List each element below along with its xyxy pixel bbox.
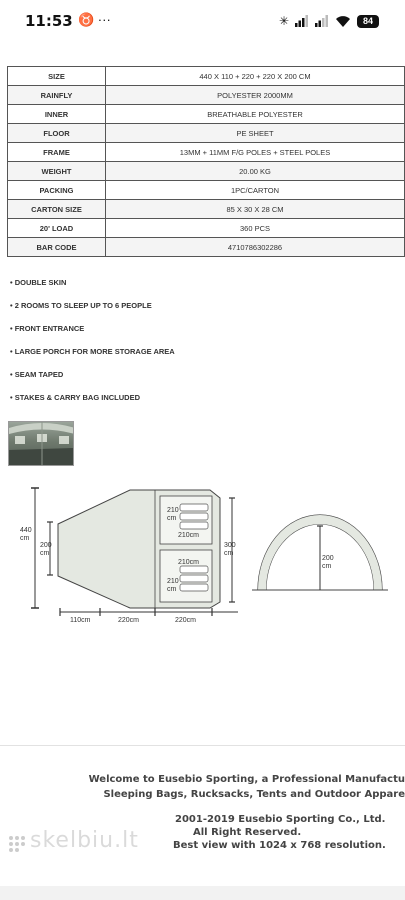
spec-key: BAR CODE <box>8 238 106 257</box>
dim-unit: cm <box>322 563 332 570</box>
status-bar <box>0 0 405 42</box>
spec-row <box>8 143 405 162</box>
dim-unit: cm <box>224 550 234 557</box>
dim-label: 300 <box>224 542 236 549</box>
feature-item: • FRONT ENTRANCE <box>10 324 85 333</box>
spec-value: PE SHEET <box>106 124 405 143</box>
footer-best-view: Best view with 1024 x 768 resolution. <box>173 840 386 851</box>
signal-icon-2 <box>315 15 329 27</box>
dim-unit: cm <box>20 535 30 542</box>
spec-key: FRAME <box>8 143 106 162</box>
notification-icons: ♉ ··· <box>78 12 111 27</box>
footer-welcome: Welcome to Eusebio Sporting, a Professional Manufactu <box>88 774 405 785</box>
bluetooth-icon: ✳ <box>278 14 289 28</box>
footer-products: Sleeping Bags, Rucksacks, Tents and Outdoor Appare <box>103 789 405 800</box>
spec-value: POLYESTER 2000MM <box>106 86 405 105</box>
tent-interior-photo[interactable] <box>8 421 74 466</box>
status-time: 11:53 <box>25 12 73 30</box>
spec-row <box>8 67 405 86</box>
spec-row <box>8 181 405 200</box>
spec-row <box>8 124 405 143</box>
dim-label: 200 <box>322 555 334 562</box>
spec-value: 4710786302286 <box>106 238 405 257</box>
divider <box>0 745 405 746</box>
spec-key: SIZE <box>8 67 106 86</box>
spec-key: RAINFLY <box>8 86 106 105</box>
spec-value: BREATHABLE POLYESTER <box>106 105 405 124</box>
wifi-icon <box>335 15 351 27</box>
bed-length-label: 210 <box>167 507 179 514</box>
spec-row <box>8 86 405 105</box>
feature-item: • STAKES & CARRY BAG INCLUDED <box>10 393 140 402</box>
spec-key: PACKING <box>8 181 106 200</box>
spec-value: 1PC/CARTON <box>106 181 405 200</box>
bed-length-unit: cm <box>167 586 177 593</box>
spec-table <box>7 66 405 257</box>
tent-interior-image <box>9 422 74 466</box>
footer-rights: All Right Reserved. <box>193 827 302 838</box>
feature-item: • DOUBLE SKIN <box>10 278 67 287</box>
footer-copyright: 2001-2019 Eusebio Sporting Co., Ltd. <box>175 814 386 825</box>
dim-label: 440 <box>20 527 32 534</box>
spec-value: 85 X 30 X 28 CM <box>106 200 405 219</box>
tent-floorplan-diagram <box>0 480 405 630</box>
bed-width-label: 210cm <box>178 532 200 539</box>
feature-item: • LARGE PORCH FOR MORE STORAGE AREA <box>10 347 175 356</box>
spec-key: CARTON SIZE <box>8 200 106 219</box>
spec-key: FLOOR <box>8 124 106 143</box>
status-icons <box>279 12 379 30</box>
spec-key: INNER <box>8 105 106 124</box>
spec-row <box>8 200 405 219</box>
bed-length-label: 210 <box>167 578 179 585</box>
dim-label: 200 <box>40 542 52 549</box>
spec-value: 20.00 KG <box>106 162 405 181</box>
bed-width-label: 210cm <box>178 559 200 566</box>
spec-row <box>8 238 405 257</box>
spec-row <box>8 162 405 181</box>
feature-item: • SEAM TAPED <box>10 370 64 379</box>
spec-value: 440 X 110 + 220 + 220 X 200 CM <box>106 67 405 86</box>
dim-label: 220cm <box>175 617 197 624</box>
feature-list <box>10 278 390 416</box>
feature-item: • 2 ROOMS TO SLEEP UP TO 6 PEOPLE <box>10 301 152 310</box>
spec-value: 13MM + 11MM F/G POLES + STEEL POLES <box>106 143 405 162</box>
bed-length-unit: cm <box>167 515 177 522</box>
dim-unit: cm <box>40 550 50 557</box>
spec-row <box>8 219 405 238</box>
battery-icon: 84 <box>357 15 379 28</box>
spec-key: WEIGHT <box>8 162 106 181</box>
watermark-text: skelbiu.lt <box>30 828 139 853</box>
dim-label: 220cm <box>118 617 140 624</box>
spec-key: 20' LOAD <box>8 219 106 238</box>
signal-icon <box>295 15 309 27</box>
watermark-logo-icon <box>5 832 29 856</box>
spec-row <box>8 105 405 124</box>
bottom-bar <box>0 886 405 900</box>
dim-label: 110cm <box>70 617 91 624</box>
spec-value: 360 PCS <box>106 219 405 238</box>
